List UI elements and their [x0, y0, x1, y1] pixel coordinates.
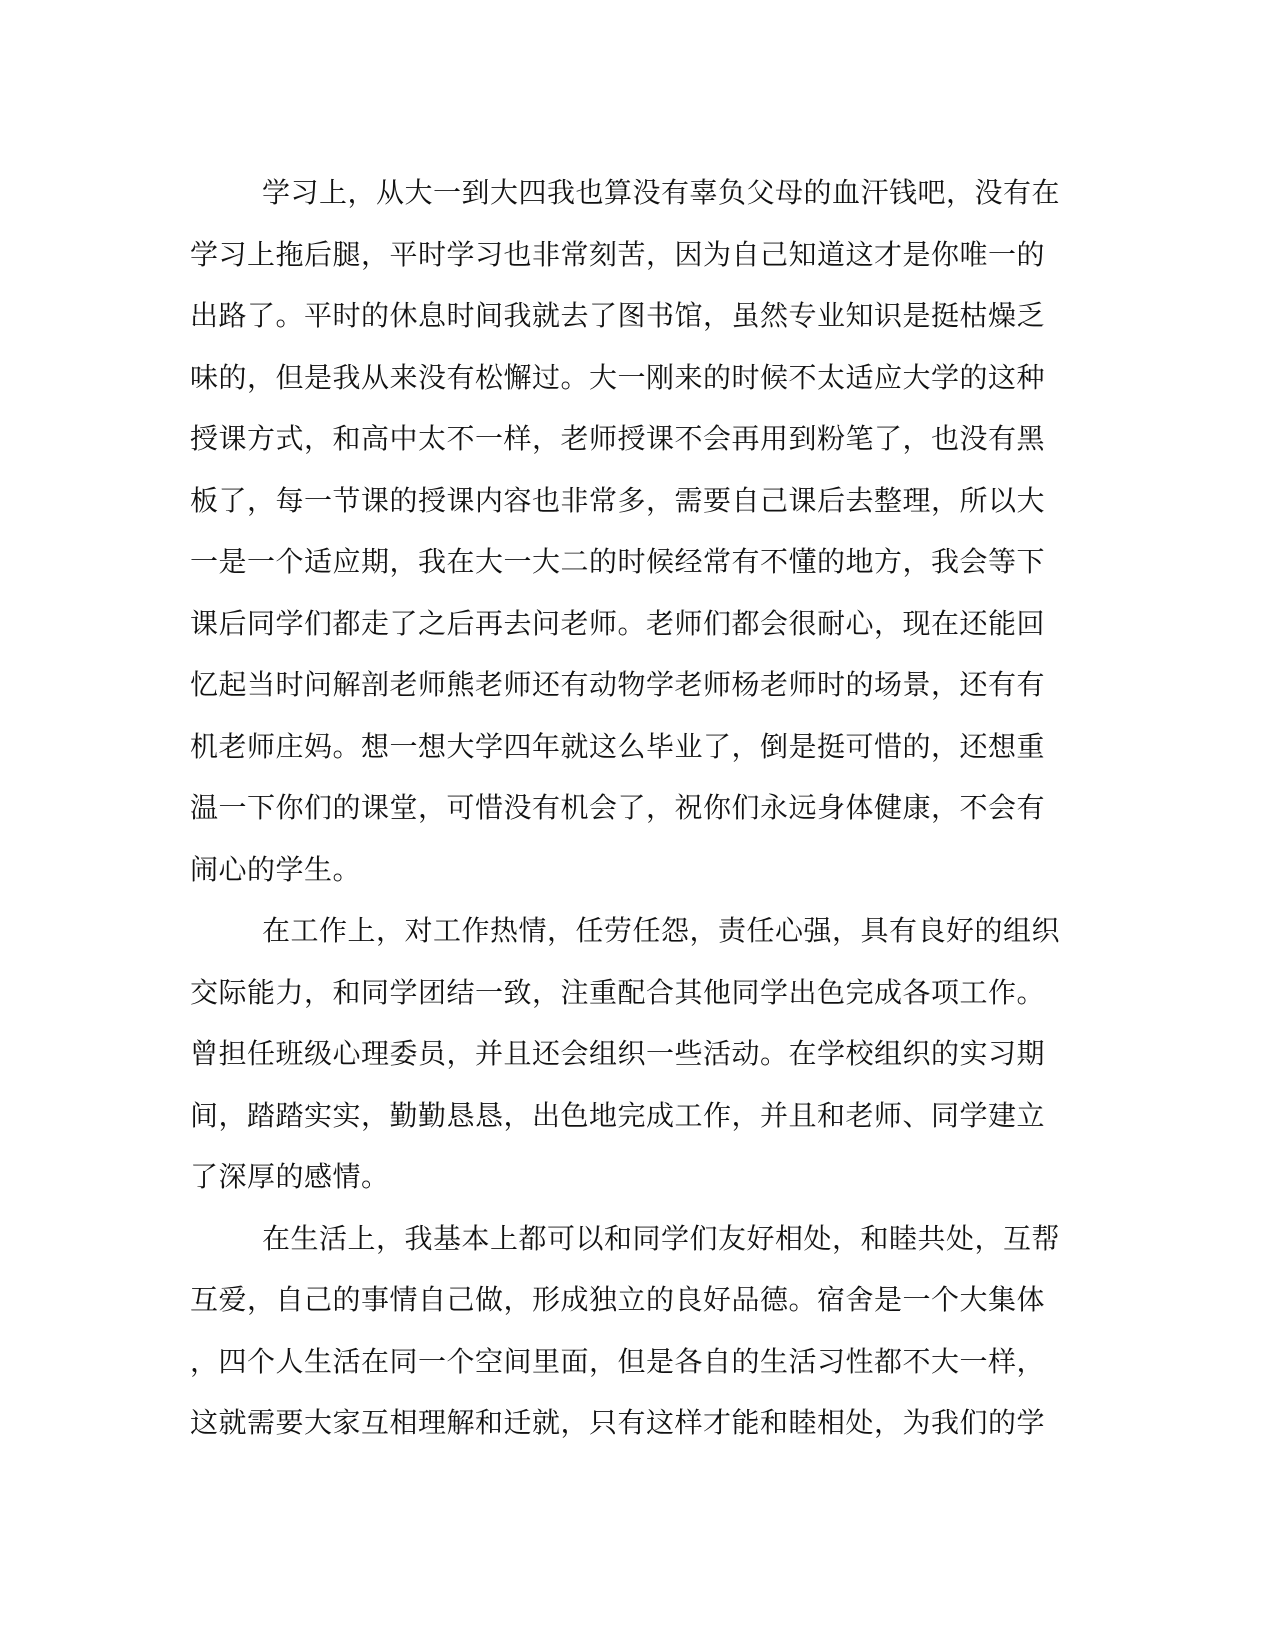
paragraph-line: 板了，每一节课的授课内容也非常多，需要自己课后去整理，所以大	[190, 483, 1046, 517]
paragraph-line: 一是一个适应期，我在大一大二的时候经常有不懂的地方，我会等下	[190, 545, 1046, 578]
paragraph-line: 了深厚的感情。	[190, 1160, 390, 1193]
paragraph-line: 这就需要大家互相理解和迁就，只有这样才能和睦相处，为我们的学	[190, 1406, 1046, 1439]
document-body	[190, 162, 1080, 1454]
paragraph-line: 出路了。平时的休息时间我就去了图书馆，虽然专业知识是挺枯燥乏	[190, 299, 1046, 332]
paragraph-line: 授课方式，和高中太不一样，老师授课不会再用到粉笔了，也没有黑	[190, 422, 1046, 455]
paragraph-line: 间，踏踏实实，勤勤恳恳，出色地完成工作，并且和老师、同学建立	[190, 1098, 1046, 1132]
paragraph-line: 在生活上，我基本上都可以和同学们友好相处，和睦共处，互帮	[262, 1221, 1061, 1255]
paragraph-line: 交际能力，和同学团结一致，注重配合其他同学出色完成各项工作。	[190, 975, 1046, 1009]
paragraph-line: 闹心的学生。	[190, 852, 362, 886]
paragraph-line: 味的，但是我从来没有松懈过。大一刚来的时候不太适应大学的这种	[190, 360, 1046, 394]
paragraph-line: 课后同学们都走了之后再去问老师。老师们都会很耐心，现在还能回	[190, 606, 1046, 640]
paragraph-line: 学习上拖后腿，平时学习也非常刻苦，因为自己知道这才是你唯一的	[190, 237, 1046, 271]
paragraph-work	[190, 900, 1080, 1208]
paragraph-line: 忆起当时问解剖老师熊老师还有动物学老师杨老师时的场景，还有有	[190, 668, 1046, 701]
paragraph-line: 机老师庄妈。想一想大学四年就这么毕业了，倒是挺可惜的，还想重	[190, 729, 1046, 763]
paragraph-line: 曾担任班级心理委员，并且还会组织一些活动。在学校组织的实习期	[190, 1037, 1046, 1070]
paragraph-line: 温一下你们的课堂，可惜没有机会了，祝你们永远身体健康，不会有	[190, 791, 1046, 824]
paragraph-line: 学习上，从大一到大四我也算没有辜负父母的血汗钱吧，没有在	[262, 176, 1061, 209]
paragraph-line: 在工作上，对工作热情，任劳任怨，责任心强，具有良好的组织	[262, 914, 1061, 947]
paragraph-study	[190, 162, 1080, 900]
paragraph-life	[190, 1208, 1080, 1454]
paragraph-line: 互爱，自己的事情自己做，形成独立的良好品德。宿舍是一个大集体	[190, 1283, 1046, 1316]
paragraph-line: ，四个人生活在同一个空间里面，但是各自的生活习性都不大一样，	[190, 1344, 1046, 1378]
